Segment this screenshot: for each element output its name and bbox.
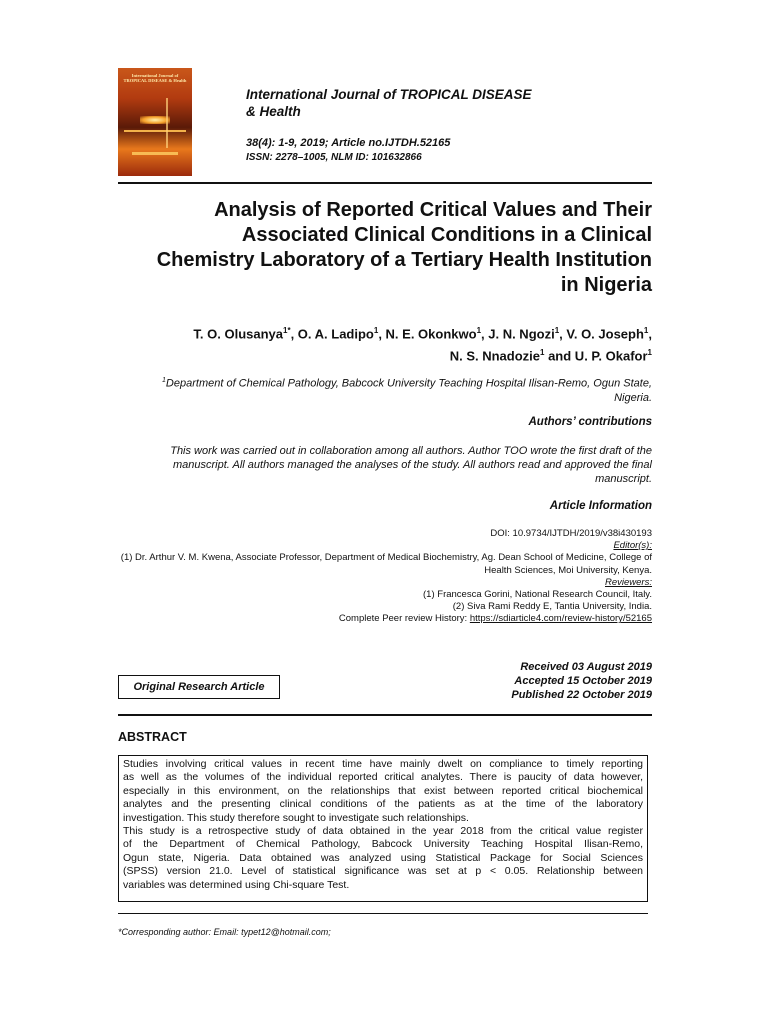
author-affiliation-mark: 1 xyxy=(540,348,545,358)
author-separator: , xyxy=(648,326,652,342)
cover-decoration xyxy=(124,130,186,132)
editors-label: Editor(s): xyxy=(613,540,652,552)
affiliation-mark: 1 xyxy=(162,377,166,384)
abstract-line: Ogun state, Nigeria. Data obtained was analyzed using Statistical Package for Social Sciences xyxy=(123,851,643,864)
title-line: Analysis of Reported Critical Values and Their xyxy=(214,199,652,221)
corresponding-author-footnote: *Corresponding author: Email: typet12@hotmail.com; xyxy=(118,927,331,937)
journal-title-line: International Journal of TROPICAL DISEASE xyxy=(246,87,532,102)
author-name: and U. P. Okafor xyxy=(544,348,648,364)
published-date: Published 22 October 2019 xyxy=(511,689,652,701)
review-history-line xyxy=(100,613,652,625)
author-affiliation-mark: 1* xyxy=(283,326,291,335)
title-line: Associated Clinical Conditions in a Clinical xyxy=(241,224,652,246)
abstract-divider xyxy=(118,714,652,716)
abstract-box xyxy=(118,755,648,902)
footnote-divider xyxy=(118,913,648,914)
reviewer-line: (2) Siva Rami Reddy E, Tantia University, India. xyxy=(452,601,652,613)
author-list xyxy=(118,321,652,366)
author-affiliation-mark: 1 xyxy=(554,326,560,335)
journal-cover-image xyxy=(118,68,192,176)
affiliation xyxy=(118,374,652,405)
abstract-line: This study is a retrospective study of data obtained in the year 2018 from the critical value register xyxy=(123,825,643,838)
abstract-line: as well as the volumes of the individual reported critical analytes. There is paucity of data however, xyxy=(123,771,643,784)
abstract-heading: ABSTRACT xyxy=(118,730,187,744)
author-name: , O. A. Ladipo xyxy=(290,326,374,342)
article-info xyxy=(100,528,652,626)
contributions-heading: Authors’ contributions xyxy=(528,416,652,428)
accepted-date: Accepted 15 October 2019 xyxy=(514,675,652,687)
author-name: T. O. Olusanya xyxy=(193,326,283,342)
review-history-label: Complete Peer review History: xyxy=(338,613,470,625)
review-history-link[interactable]: https://sdiarticle4.com/review-history/52165 xyxy=(469,613,652,625)
journal-title-line: & Health xyxy=(246,104,301,119)
reviewer-line: (1) Francesca Gorini, National Research Council, Italy. xyxy=(423,589,652,601)
article-type-badge: Original Research Article xyxy=(118,675,280,699)
abstract-line: (SPSS) version 21.0. Level of statistical significance was set at p < 0.05. Relationship between xyxy=(123,865,643,878)
abstract-line: analytes and the presenting clinical conditions of the patients as at the time of the laboratory xyxy=(123,798,643,811)
contributions-text xyxy=(118,444,652,486)
title-line: in Nigeria xyxy=(560,274,652,296)
affiliation-line: Nigeria. xyxy=(614,391,652,404)
contributions-line: This work was carried out in collaboration among all authors. Author TOO wrote the first draft of the xyxy=(170,445,652,457)
title-line: Chemistry Laboratory of a Tertiary Health Institution xyxy=(156,249,652,271)
abstract-line: of the Department of Chemical Pathology, Babcock University Teaching Hospital Ilisan-Remo, xyxy=(123,838,643,851)
editor-line: Health Sciences, Moi University, Kenya. xyxy=(484,564,652,576)
abstract-line: variables was determined using Chi-square Test. xyxy=(123,878,350,891)
author-name: N. S. Nnadozie xyxy=(449,348,541,364)
doi: DOI: 10.9734/IJTDH/2019/v38i430193 xyxy=(490,528,652,539)
cover-decoration xyxy=(166,98,168,148)
reviewers-label: Reviewers: xyxy=(605,576,652,588)
author-name: , V. O. Joseph xyxy=(559,326,644,342)
cover-title: International Journal of TROPICAL DISEASE & Health xyxy=(123,73,187,83)
contributions-line: manuscript. All authors managed the analyses of the study. All authors read and approved the final xyxy=(173,459,652,471)
abstract-line: especially in this environment, on the relationships that exist between reported critical biochemical xyxy=(123,784,643,797)
author-affiliation-mark: 1 xyxy=(647,348,652,358)
journal-title xyxy=(246,86,606,120)
author-affiliation-mark: 1 xyxy=(476,326,482,335)
affiliation-line xyxy=(118,374,652,391)
author-affiliation-mark: 1 xyxy=(643,326,649,335)
received-date: Received 03 August 2019 xyxy=(520,661,652,673)
cover-decoration xyxy=(132,152,178,155)
contributions-line: manuscript. xyxy=(595,473,652,485)
journal-volume: 38(4): 1-9, 2019; Article no.IJTDH.52165 xyxy=(246,137,451,149)
author-line xyxy=(118,343,652,365)
article-title xyxy=(118,198,652,298)
author-name: , J. N. Ngozi xyxy=(481,326,555,342)
abstract-line: investigation. This study therefore sought to investigate such relationships. xyxy=(123,811,469,824)
article-info-heading: Article Information xyxy=(549,500,652,512)
author-name: , N. E. Okonkwo xyxy=(378,326,477,342)
abstract-line: Studies involving critical values in recent time have mainly dwelt on compliance to timely reporting xyxy=(123,758,643,770)
author-affiliation-mark: 1 xyxy=(373,326,379,335)
author-line xyxy=(118,321,652,343)
editor-line: (1) Dr. Arthur V. M. Kwena, Associate Professor, Department of Medical Biochemistry, Ag. Dean School of Medicine, College of xyxy=(120,552,652,564)
affiliation-text: Department of Chemical Pathology, Babcock University Teaching Hospital Ilisan-Remo, Ogun State, xyxy=(165,377,652,390)
header-divider xyxy=(118,182,652,184)
journal-issn: ISSN: 2278–1005, NLM ID: 101632866 xyxy=(246,152,422,163)
article-dates xyxy=(400,660,652,702)
